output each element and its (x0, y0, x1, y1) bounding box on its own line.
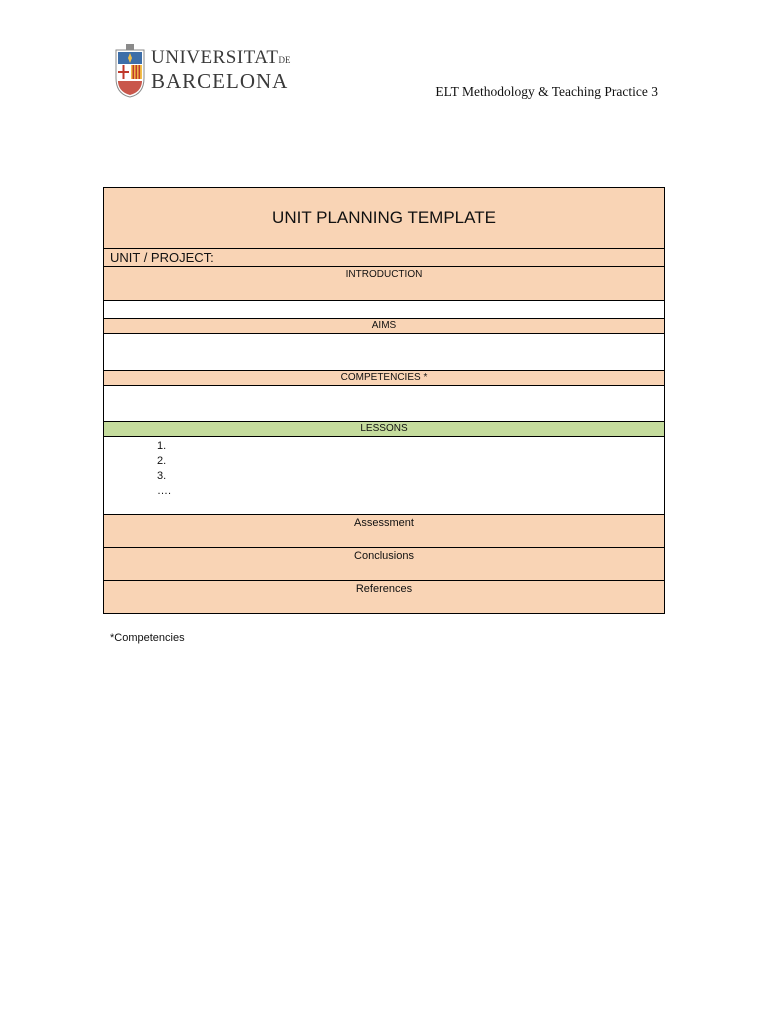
lessons-content[interactable] (104, 436, 664, 514)
list-item: 2. (157, 455, 167, 467)
competencies-footnote: *Competencies (110, 632, 185, 644)
lessons-list (157, 439, 664, 499)
logo-text-barcelona: BARCELONA (151, 69, 289, 93)
list-item: …. (157, 485, 172, 497)
lessons-header: LESSONS (104, 421, 664, 436)
assessment-section[interactable]: Assessment (104, 514, 664, 547)
references-section[interactable]: References (104, 580, 664, 613)
table-title: UNIT PLANNING TEMPLATE (104, 188, 664, 248)
conclusions-section[interactable]: Conclusions (104, 547, 664, 580)
competencies-content[interactable] (104, 385, 664, 421)
introduction-header: INTRODUCTION (104, 266, 664, 300)
introduction-content[interactable] (104, 300, 664, 318)
competencies-header: COMPETENCIES * (104, 370, 664, 385)
aims-content[interactable] (104, 333, 664, 370)
university-crest-icon (113, 44, 147, 98)
aims-header: AIMS (104, 318, 664, 333)
list-item: 1. (157, 440, 167, 452)
logo-text-universitat: UNIVERSITATDE (151, 47, 291, 68)
university-logo (113, 44, 291, 98)
list-item: 3. (157, 470, 167, 482)
unit-planning-table (103, 187, 665, 614)
course-title: ELT Methodology & Teaching Practice 3 (435, 84, 658, 99)
unit-project-field[interactable]: UNIT / PROJECT: (104, 248, 664, 266)
